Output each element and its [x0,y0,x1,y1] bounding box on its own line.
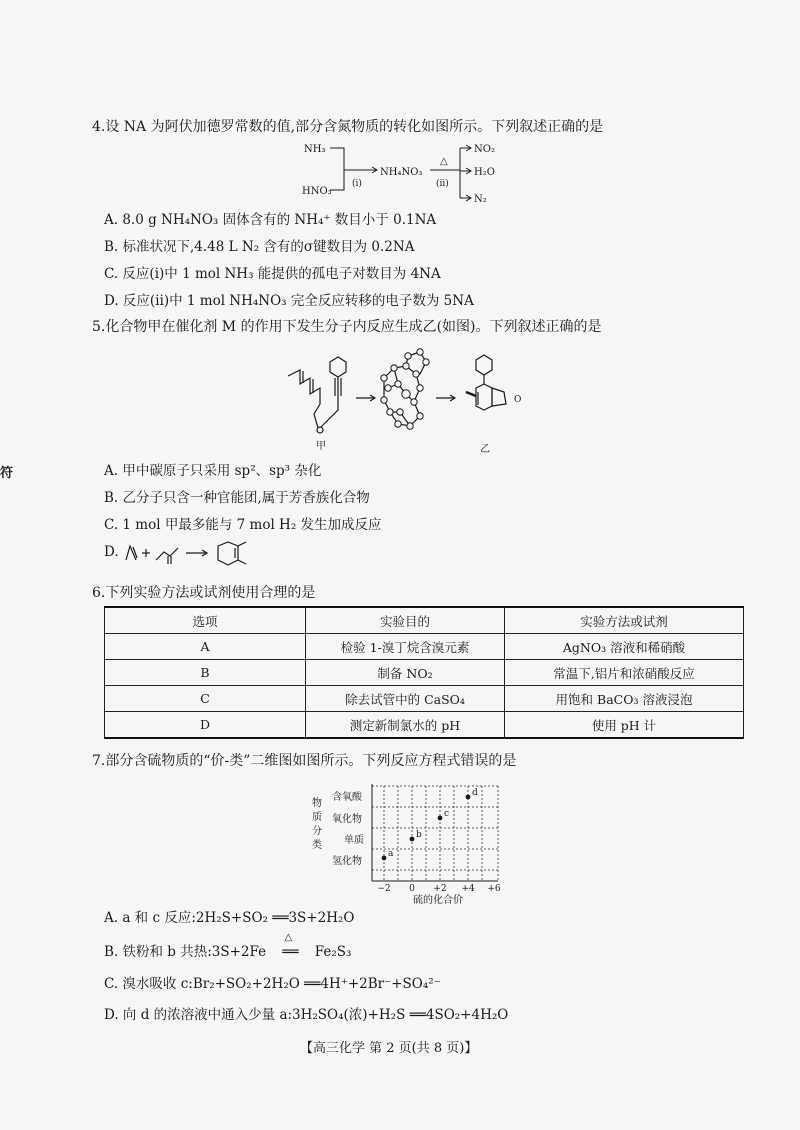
x-tick-plus2: +2 [433,884,447,894]
table-cell: B [105,660,306,686]
point-d-label: d [472,788,478,798]
table-row [105,660,744,686]
graph-y-label-acid: 含氧酸 [332,792,362,803]
q6-stem: 6.下列实验方法或试剂使用合理的是 [92,585,316,601]
q4-nitrogen-diagram [300,140,510,208]
q7-option-a: A. a 和 c 反应:2H₂S+SO₂ ══3S+2H₂O [104,910,355,926]
table-row [105,634,744,660]
svg-text:O: O [514,395,522,405]
graph-axes [372,784,498,881]
q4-n2: N₂ [474,194,487,205]
q5-stem: 5.化合物甲在催化剂 M 的作用下发生分子内反应生成乙(如图)。下列叙述正确的是 [92,319,602,335]
table-cell: D [105,712,306,739]
table-cell: 制备 NO₂ [306,660,505,686]
table-cell: 检验 1-溴丁烷含溴元素 [306,634,505,660]
graph-y-title-1: 质 [312,812,322,823]
q7-option-b-row [104,932,352,960]
label-yi: 乙 [480,444,490,455]
header-purpose: 实验目的 [306,607,505,634]
q7-option-b: B. 铁粉和 b 共热:3S+2Fe [104,944,267,960]
q7-stem: 7.部分含硫物质的“价-类”二维图如图所示。下列反应方程式错误的是 [92,753,517,769]
x-tick-plus6: +6 [487,884,501,894]
header-method: 实验方法或试剂 [505,607,744,634]
point-b [410,837,415,842]
table-cell: AgNO₃ 溶液和稀硝酸 [505,634,744,660]
table-cell: 测定新制氯水的 pH [306,712,505,739]
point-c-label: c [444,809,450,819]
q4-option-b: B. 标准状况下,4.48 L N₂ 含有的σ键数目为 0.2NA [104,239,415,255]
q4-option-a: A. 8.0 g NH₄NO₃ 固体含有的 NH₄⁺ 数目小于 0.1NA [104,212,437,228]
q4-merge-bracket [330,148,344,190]
jia-diene-chain [288,370,320,428]
graph-y-label-hydride: 氢化物 [332,856,362,867]
q4-nh4no3: NH₄NO₃ [380,167,423,178]
q6-table [104,606,744,739]
q7-valence-class-graph [300,776,520,906]
q4-step1: (ⅰ) [352,179,362,189]
point-a-label: a [388,849,394,859]
q4-h2o: H₂O [474,167,495,178]
q5-option-c: C. 1 mol 甲最多能与 7 mol H₂ 发生加成反应 [104,517,382,533]
heat-symbol: △ [284,932,293,943]
point-d [466,795,471,800]
q5-reaction-scheme [280,348,530,458]
page-footer: 【高三化学 第 2 页(共 8 页)】 [300,1041,478,1056]
q4-no2: NO₂ [474,144,495,155]
point-b-label: b [416,830,422,840]
table-cell: 使用 pH 计 [505,712,744,739]
point-c [438,816,443,821]
graph-y-label-element: 单质 [344,835,364,846]
yi-wedge [466,392,476,396]
x-tick-0: 0 [409,884,415,894]
yi-furan-ring [492,388,506,406]
margin-fragment: 符 [0,466,14,481]
table-row [105,712,744,739]
graph-y-title-2: 分 [312,826,322,837]
q7-option-b-product: Fe₂S₃ [314,944,352,960]
table-header-row [105,607,744,634]
q4-stem: 4.设 NA 为阿伏加德罗常数的值,部分含氮物质的转化如图所示。下列叙述正确的是 [92,119,604,135]
yi-benzene-ring [476,355,492,375]
q4-option-c: C. 反应(ⅰ)中 1 mol NH₃ 能提供的孤电子对数目为 4NA [104,266,441,282]
q4-heat: △ [440,156,448,167]
heat-equals-sign: △ ══ [282,932,299,960]
header-option: 选项 [105,607,306,634]
q4-hno3: HNO₃ [302,186,332,197]
point-a [382,856,387,861]
label-jia: 甲 [316,441,326,452]
graph-y-title-0: 物 [312,798,322,809]
table-cell: C [105,686,306,712]
table-cell: A [105,634,306,660]
graph-grid [372,786,498,881]
x-tick-minus2: −2 [377,884,391,894]
q7-option-d: D. 向 d 的浓溶液中通入少量 a:3H₂SO₄(浓)+H₂S ══4SO₂+4H₂O [104,1007,509,1023]
x-tick-plus4: +4 [461,884,475,894]
table-row [105,686,744,712]
graph-y-title-3: 类 [312,840,322,851]
q4-split-heads [466,145,471,201]
q7-option-c: C. 溴水吸收 c:Br₂+SO₂+2H₂O ══4H⁺+2Br⁻+SO₄²⁻ [104,976,441,992]
q4-option-d: D. 反应(ⅱ)中 1 mol NH₄NO₃ 完全反应转移的电子数为 5NA [104,293,474,309]
jia-benzene-ring [330,357,346,377]
table-cell: 用饱和 BaCO₃ 溶液浸泡 [505,686,744,712]
q5-option-d: D. [104,544,119,560]
table-cell: 除去试管中的 CaSO₄ [306,686,505,712]
q5-option-d-diels-alder [124,538,254,568]
q4-nh3: NH₃ [304,144,326,155]
q5-option-b: B. 乙分子只含一种官能团,属于芳香族化合物 [104,490,370,506]
q5-option-a: A. 甲中碳原子只采用 sp²、sp³ 杂化 [104,463,322,479]
table-cell: 常温下,铝片和浓硝酸反应 [505,660,744,686]
jia-oxygen [317,427,323,433]
jia-chain [320,396,338,428]
q4-step2: (ⅱ) [436,179,449,189]
x-axis-title: 硫的化合价 [413,895,463,906]
graph-y-label-oxide: 氧化物 [332,814,362,825]
